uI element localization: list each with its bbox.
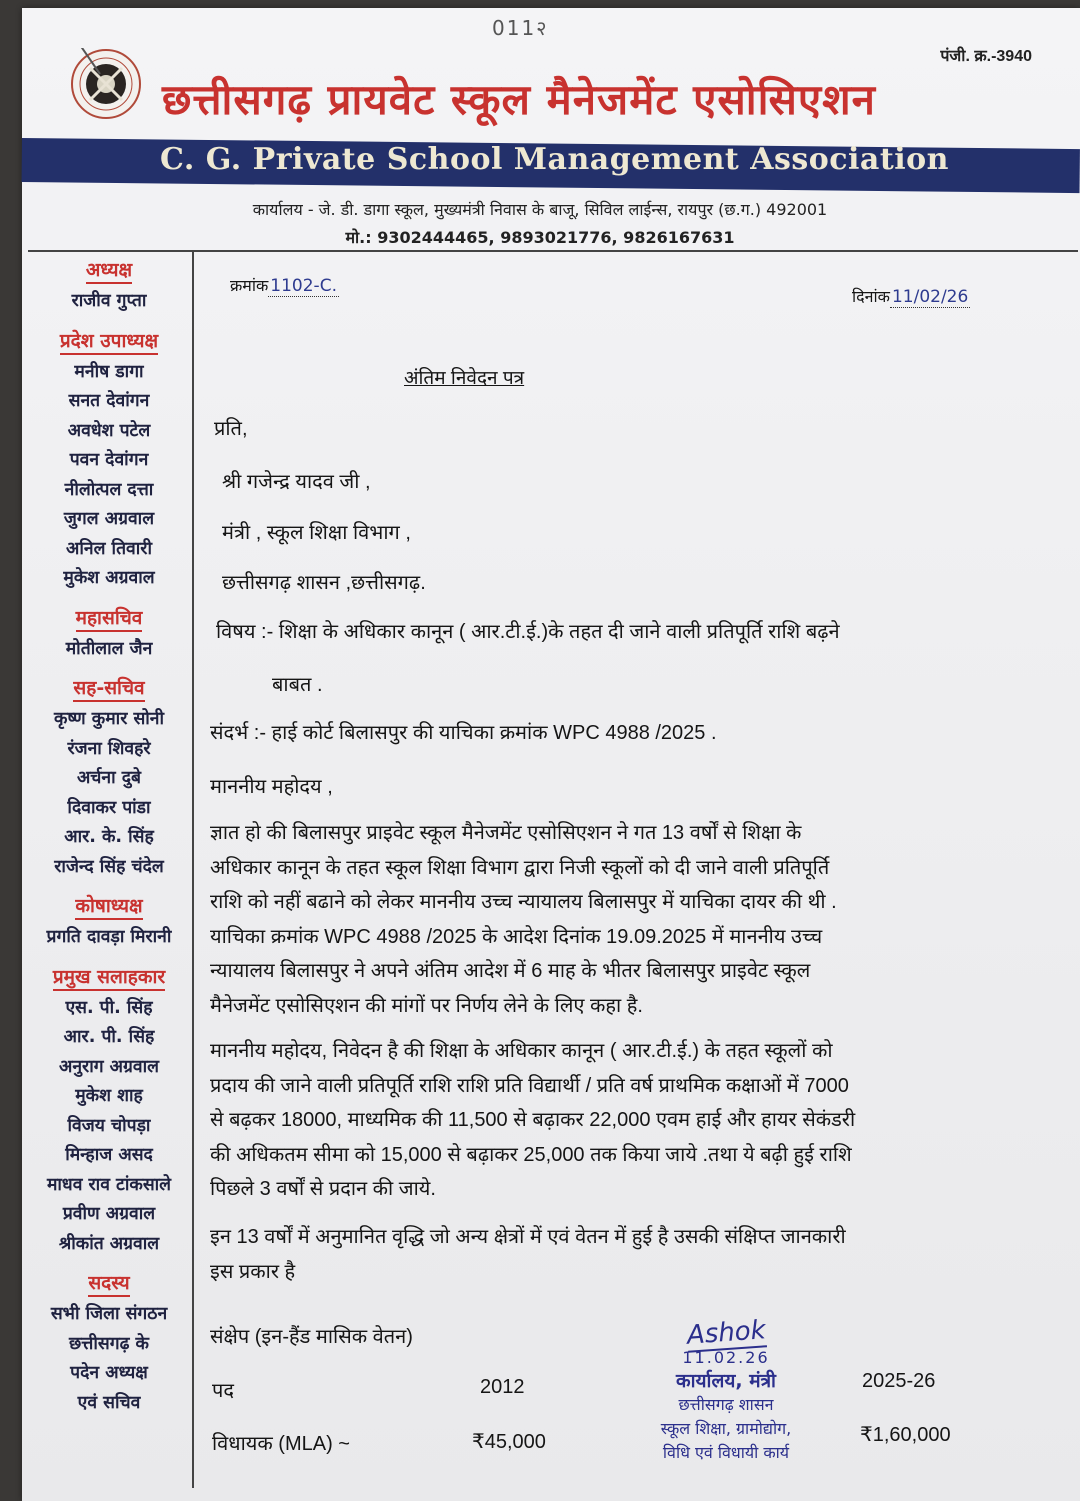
- sidebar-divider: [192, 252, 194, 1488]
- signature: Ashok: [685, 1315, 767, 1351]
- member-name: जुगल अग्रवाल: [63, 509, 155, 529]
- table-cell-2025: ₹1,60,000: [860, 1424, 951, 1446]
- member-name: मिन्हाज असद: [65, 1145, 153, 1165]
- member-name: सभी जिला संगठन: [50, 1304, 168, 1324]
- association-logo-icon: [70, 48, 142, 120]
- member-name: मुकेश शाह: [75, 1086, 143, 1106]
- stamp-line-4: विधि एवं विधायी कार्य: [662, 1443, 790, 1462]
- to-label: प्रति,: [214, 418, 248, 440]
- member-name: माधव राव टांकसाले: [46, 1174, 172, 1195]
- group-heading: महासचिव: [76, 606, 143, 632]
- paragraph-line: इन 13 वर्षों में अनुमानित वृद्धि जो अन्य क्षेत्रों में एवं वेतन में हुई है उसकी संक्षिप्त जानकारी: [210, 1226, 846, 1248]
- member-name: मोतीलाल जैन: [65, 638, 153, 659]
- recipient-government: छत्तीसगढ़ शासन ,छत्तीसगढ़.: [222, 572, 426, 594]
- member-name: रंजना शिवहरे: [67, 738, 151, 759]
- stamp-line-3: स्कूल शिक्षा, ग्रामोद्योग,: [660, 1419, 792, 1438]
- member-name: पदेन अध्यक्ष: [70, 1363, 148, 1383]
- paragraph-line: ज्ञात हो की बिलासपुर प्राइवेट स्कूल मैनेजमेंट एसोसिएशन ने गत 13 वर्षों से शिक्षा के: [210, 822, 802, 844]
- group-heading: कोषाध्यक्ष: [75, 894, 142, 920]
- ref-value: 1102-C.: [270, 276, 337, 296]
- paragraph-1: [210, 816, 1040, 1023]
- paragraph-3: [210, 1220, 1040, 1289]
- recipient-name: श्री गजेन्द्र यादव जी ,: [222, 471, 371, 493]
- handwritten-note: 011२: [492, 16, 549, 40]
- member-name: मुकेश अग्रवाल: [63, 568, 155, 588]
- phone-numbers: मो.: 9302444465, 9893021776, 9826167631: [345, 228, 735, 247]
- member-name: प्रवीण अग्रवाल: [62, 1204, 156, 1224]
- paragraph-line: मैनेजमेंट एसोसिएशन की मांगों पर निर्णय लेने के लिए कहा है.: [210, 994, 643, 1017]
- signature-date: 11.02.26: [682, 1348, 770, 1367]
- group-heading: प्रदेश उपाध्यक्ष: [60, 329, 158, 355]
- salutation: माननीय महोदय ,: [210, 776, 333, 798]
- paragraph-line: न्यायालय बिलासपुर ने अपने अंतिम आदेश में 6 माह के भीतर बिलासपुर प्राइवेट स्कूल: [210, 960, 811, 982]
- recipient-post: मंत्री , स्कूल शिक्षा विभाग ,: [222, 522, 411, 544]
- group-heading: प्रमुख सलाहकार: [53, 965, 165, 991]
- stamp-line-1: कार्यालय, मंत्री: [676, 1370, 776, 1392]
- group-heading: सह-सचिव: [73, 676, 144, 702]
- reference-line: संदर्भ :- हाई कोर्ट बिलासपुर की याचिका क्रमांक WPC 4988 /2025 .: [210, 722, 717, 744]
- member-name: विजय चोपड़ा: [67, 1115, 151, 1136]
- member-name: अनुराग अग्रवाल: [58, 1056, 160, 1077]
- table-header-post: पद: [212, 1380, 234, 1402]
- group-heading: अध्यक्ष: [86, 258, 132, 284]
- member-name: राजीव गुप्ता: [71, 291, 147, 311]
- table-cell-2012: ₹45,000: [472, 1431, 546, 1453]
- member-name: दिवाकर पांडा: [67, 797, 151, 818]
- office-address: कार्यालय - जे. डी. डागा स्कूल, मुख्यमंत्री निवास के बाजू, सिविल लाईन्स, रायपुर (छ.ग.) 492001: [252, 200, 828, 219]
- paragraph-line: माननीय महोदय, निवेदन है की शिक्षा के अधिकार कानून ( आर.टी.ई.) के तहत स्कूलों को: [210, 1040, 833, 1062]
- member-name: कृष्ण कुमार सोनी: [53, 709, 165, 729]
- paragraph-line: याचिका क्रमांक WPC 4988 /2025 के आदेश दिनांक 19.09.2025 में माननीय उच्च: [210, 925, 823, 948]
- member-name: अनिल तिवारी: [65, 538, 153, 559]
- paragraph-line: से बढ़कर 18000, माध्यमिक की 11,500 से बढ़ाकर 22,000 एवम हाई और हायर सेकंडरी: [210, 1109, 856, 1131]
- member-name: आर. के. सिंह: [64, 827, 154, 847]
- sidebar-group-president: [26, 252, 192, 317]
- member-name: पवन देवांगन: [69, 450, 149, 470]
- member-name: सनत देवांगन: [68, 391, 150, 411]
- sidebar-group-vice-presidents: [26, 323, 192, 594]
- member-name: श्रीकांत अग्रवाल: [58, 1233, 160, 1254]
- group-heading: सदस्य: [88, 1271, 129, 1297]
- association-title-hindi: छत्तीसगढ़ प्रायवेट स्कूल मैनेजमेंट एसोसिएशन: [162, 75, 876, 124]
- sidebar-group-treasurer: [26, 888, 192, 953]
- paragraph-line: अधिकार कानून के तहत स्कूल शिक्षा विभाग द्वारा निजी स्कूलों को दी जाने वाली प्रतिपूर्ति: [210, 856, 830, 879]
- registration-number: पंजी. क्र.-3940: [940, 48, 1032, 65]
- member-name: छत्तीसगढ़ के: [69, 1333, 149, 1354]
- sidebar-group-members: [26, 1265, 192, 1418]
- paragraph-line: राशि को नहीं बढाने को लेकर माननीय उच्च न्यायालय बिलासपुर में याचिका दायर की थी .: [210, 891, 837, 913]
- member-name: अवधेश पटेल: [67, 420, 151, 441]
- subject-line-1: विषय :- शिक्षा के अधिकार कानून ( आर.टी.ई.)के तहत दी जाने वाली प्रतिपूर्ति राशि बढ़ने: [216, 621, 840, 643]
- table-header-2012: 2012: [480, 1376, 525, 1398]
- member-name: मनीष डागा: [74, 361, 144, 382]
- table-cell-post: विधायक (MLA) ~: [212, 1433, 350, 1455]
- ref-label: क्रमांक: [230, 278, 269, 295]
- sidebar-group-chief-advisors: [26, 959, 192, 1260]
- paragraph-line: इस प्रकार है: [210, 1260, 296, 1283]
- sidebar-group-general-secretary: [26, 600, 192, 665]
- minister-office-stamp: [626, 1315, 826, 1465]
- paragraph-2: [210, 1034, 1040, 1207]
- reference-number: [230, 274, 339, 296]
- table-caption: संक्षेप (इन-हैंड मासिक वेतन): [210, 1326, 413, 1348]
- member-name: प्रगति दावड़ा मिरानी: [46, 927, 172, 947]
- sidebar-group-joint-secretaries: [26, 670, 192, 882]
- paragraph-line: प्रदाय की जाने वाली प्रतिपूर्ति राशि राशि प्रति विद्यार्थी / प्रति वर्ष प्राथमिक कक्षाओं में 7000: [210, 1074, 849, 1097]
- office-bearers-sidebar: [26, 252, 192, 1424]
- member-name: आर. पी. सिंह: [63, 1027, 155, 1047]
- association-title-english: C. G. Private School Management Association: [160, 142, 949, 177]
- letter-date: [852, 285, 970, 307]
- member-name: अर्चना दुबे: [76, 768, 142, 788]
- member-name: एस. पी. सिंह: [65, 997, 153, 1018]
- paragraph-line: पिछले 3 वर्षों से प्रदान की जाये.: [210, 1178, 436, 1200]
- paragraph-line: की अधिकतम सीमा को 15,000 से बढ़ाकर 25,000 तक किया जाये .तथा ये बढ़ी हुई राशि: [210, 1143, 852, 1166]
- member-name: राजेन्द सिंह चंदेल: [54, 856, 164, 877]
- date-label: दिनांक: [852, 289, 890, 306]
- stamp-line-2: छत्तीसगढ़ शासन: [678, 1395, 774, 1414]
- member-name: नीलोत्पल दत्ता: [64, 479, 154, 500]
- table-header-2025: 2025-26: [862, 1370, 936, 1392]
- date-value: 11/02/26: [891, 287, 969, 307]
- member-name: एवं सचिव: [77, 1392, 141, 1413]
- letter-title: अंतिम निवेदन पत्र: [404, 368, 525, 389]
- subject-line-2: बाबत .: [272, 674, 323, 696]
